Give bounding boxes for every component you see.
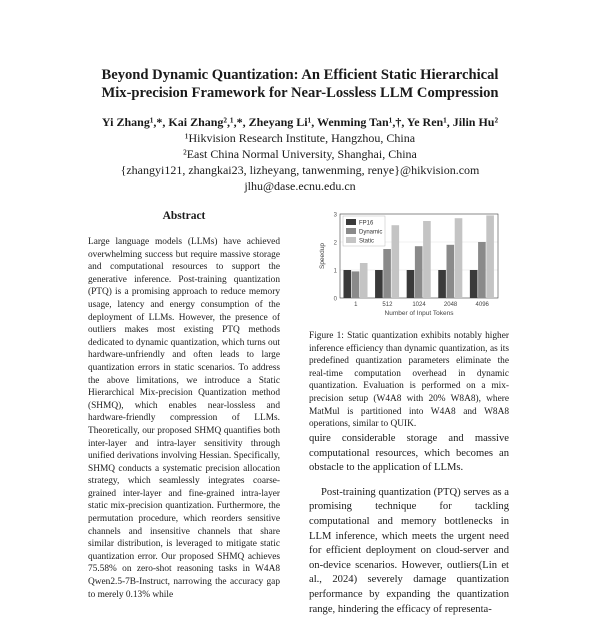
legend-label: Dynamic [359,229,383,236]
abstract-text: Large language models (LLMs) have achieved overwhelming success but require massive storage and computational resources to support the generative inference. Post-training quantization (PTQ) is a promising approach to reduce memory usage, latency and energy consumption of the deployment of LLMs. However, the presence of outliers makes most existing PTQ methods dedicated to dynamic quantization, which turns out hardware-unfriendly and often leads to large quantization errors in static scenarios. To address the above limitations, we introduce a Static Hierarchical Mix-precision Quantization method (SHMQ), which enables near-lossless and hardware-friendly compression of LLMs. Theoretically, our proposed SHMQ quantifies both inter-layer and intra-layer sensitivity through unified derivations involving Hessian. Specifically, SHMQ conducts a systematic precision allocation strategy, which seamlessly integrates coarse-grained inter-layer and fine-grained intra-layer static mix-precision quantization. Furthermore, the permutation procedure, which reorders sensitive channels and insensitive channels that share similar distribution, is leveraged to mitigate static quantization error. Our proposed SHMQ achieves 75.58% on zero-shot reasoning tasks in W4A8 Qwen2.5-7B-Instruct, narrowing the accuracy gap to merely 0.13% while [88,237,280,600]
body-paragraph-2: Post-training quantization (PTQ) serves as a promising technique for tackling computational and memory bottlenecks in LLM inference, which meets the urgent need for efficient deployment on cloud-server and on-device scenarios. However, outliers(Lin et al., 2024) severely damage quantization performance by expanding the quantization range, hindering the efficacy of representa- [309,486,509,615]
legend-label: FP16 [359,220,374,227]
figure-1-caption [309,330,509,431]
abstract-heading: Abstract [162,210,206,222]
body-text [309,432,509,617]
title-line-2: Mix-precision Framework for Near-Lossless LLM Compression [101,85,499,101]
author-block [40,114,560,194]
legend-swatch [346,219,356,225]
abstract-body [88,236,280,601]
bar-fp16 [407,270,415,298]
paper-title [40,66,560,102]
x-axis-label: Number of Input Tokens [384,310,454,317]
legend-swatch [346,237,356,243]
bar-fp16 [470,270,478,298]
bar-dynamic [352,271,360,298]
email-line-2: jlhu@dase.ecnu.edu.cn [244,179,356,193]
x-tick-label: 512 [382,302,393,308]
email-line-1: {zhangyi121, zhangkai23, lizheyang, tanwenming, renye}@hikvision.com [120,163,480,177]
bar-fp16 [438,270,446,298]
x-tick-label: 1 [354,302,358,308]
bar-static [392,225,400,298]
affiliation-2: ²East China Normal University, Shanghai, China [183,147,417,161]
bar-dynamic [415,246,423,298]
x-tick-label: 4096 [475,302,489,308]
bar-dynamic [446,245,454,298]
bar-static [423,221,431,298]
figure-caption-text: Figure 1: Static quantization exhibits notably higher inference efficiency than dynamic quantization, as its predefined quantization parameters eliminate the real-time computation overhead in dynamic quantization. Evaluation is performed on a mix-precision setup (W4A8 with 20% W8A8), where MatMul is partitioned into W4A8 and W8A8 operations, similar to QUIK. [309,331,509,430]
bar-fp16 [343,270,351,298]
affiliation-1: ¹Hikvision Research Institute, Hangzhou, China [184,131,416,145]
bar-fp16 [375,270,383,298]
bar-static [486,215,494,298]
y-tick-label: 0 [333,296,337,303]
bar-dynamic [383,249,391,298]
legend-swatch [346,228,356,234]
y-axis-label: Speedup [319,242,326,270]
figure-1-chart [318,210,504,322]
bar-static [455,218,463,298]
author-names: Yi Zhang¹,*, Kai Zhang²,¹,*, Zheyang Li¹, Wenming Tan¹,†, Ye Ren¹, Jilin Hu² [101,115,499,129]
x-tick-label: 1024 [412,302,426,308]
legend-label: Static [359,238,375,245]
bar-static [360,263,368,298]
title-line-1: Beyond Dynamic Quantization: An Efficient Static Hierarchical [101,67,499,83]
bar-dynamic [478,242,486,298]
speedup-bar-chart [318,210,504,322]
y-tick-label: 1 [333,268,337,275]
x-tick-label: 2048 [443,302,458,308]
y-tick-label: 2 [333,240,337,247]
body-paragraph-1: quire considerable storage and massive computational resources, which becomes an obstacle to the application of LLMs. [309,433,509,474]
y-tick-label: 3 [333,212,337,219]
